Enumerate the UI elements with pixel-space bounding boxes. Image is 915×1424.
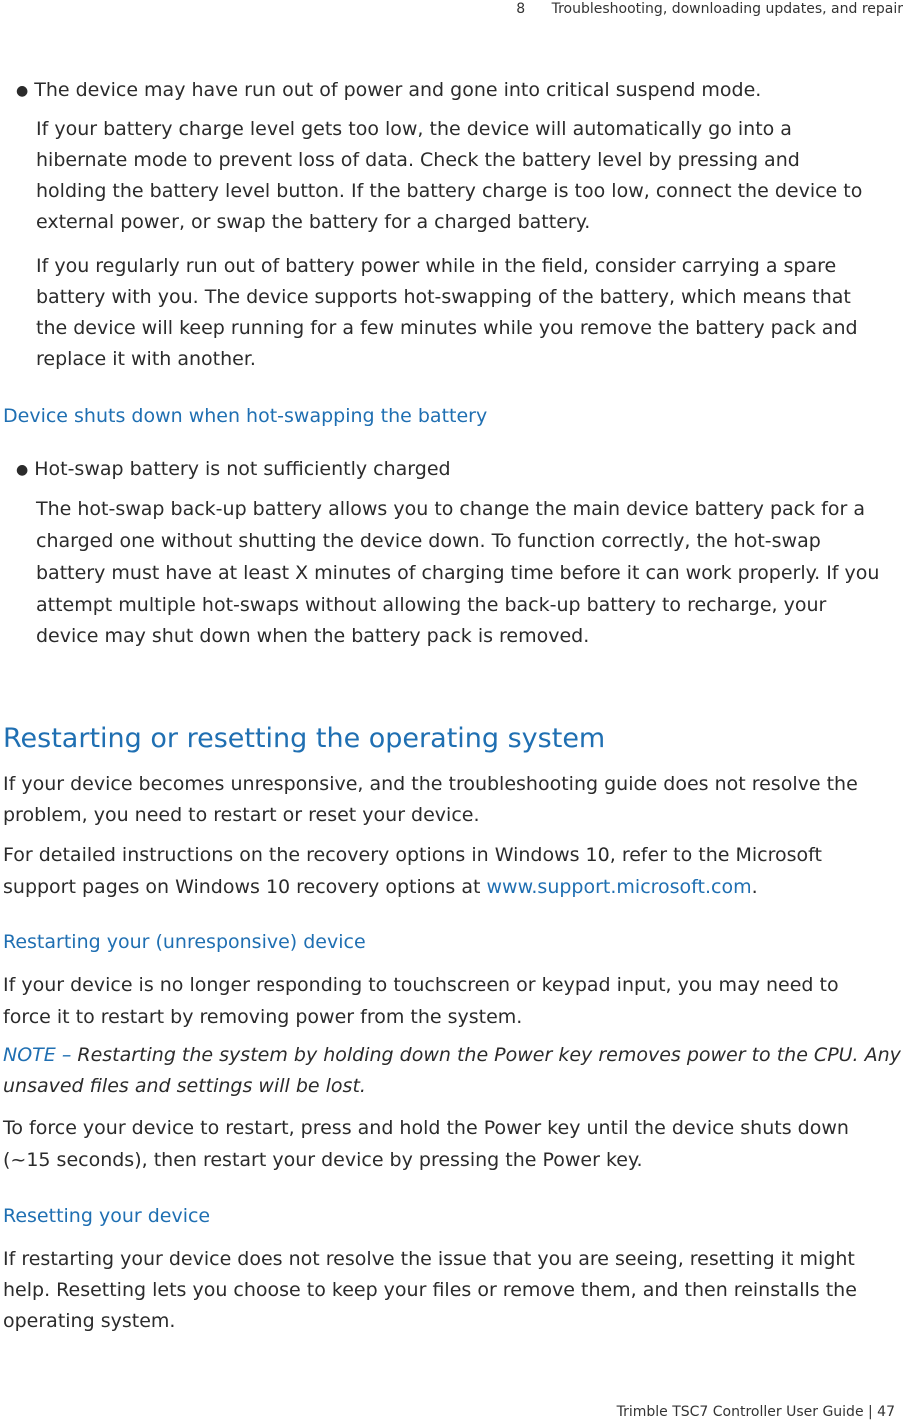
microsoft-support-link[interactable]: www.support.microsoft.com bbox=[486, 876, 752, 898]
body-text-segment: . bbox=[751, 876, 758, 898]
body-text: For detailed instructions on the recovery options in Windows 10, refer to the Microsoft bbox=[3, 844, 822, 866]
section-heading: Device shuts down when hot-swapping the battery bbox=[3, 405, 488, 427]
chapter-heading: Restarting or resetting the operating system bbox=[3, 723, 606, 754]
body-text: force it to restart by removing power from the system. bbox=[3, 1006, 523, 1028]
note-text: unsaved files and settings will be lost. bbox=[3, 1075, 366, 1097]
section-heading: Restarting your (unresponsive) device bbox=[3, 931, 366, 953]
note-label: NOTE – bbox=[3, 1044, 72, 1066]
body-text: attempt multiple hot-swaps without allowing the back-up battery to recharge, your bbox=[36, 594, 827, 616]
bullet-item bbox=[16, 454, 451, 487]
body-text bbox=[3, 872, 758, 903]
body-text: hibernate mode to prevent loss of data. Check the battery level by pressing and bbox=[36, 149, 800, 171]
body-text: problem, you need to restart or reset your device. bbox=[3, 804, 480, 826]
bullet-icon: ● bbox=[16, 83, 29, 99]
body-text: device may shut down when the battery pack is removed. bbox=[36, 625, 590, 647]
bullet-text: Hot-swap battery is not sufficiently charged bbox=[34, 458, 451, 480]
body-text: If your device becomes unresponsive, and the troubleshooting guide does not resolve the bbox=[3, 773, 858, 795]
body-text: help. Resetting lets you choose to keep your files or remove them, and then reinstalls the bbox=[3, 1279, 857, 1301]
bullet-text: The device may have run out of power and gone into critical suspend mode. bbox=[34, 79, 762, 101]
body-text: holding the battery level button. If the battery charge is too low, connect the device to bbox=[36, 180, 863, 202]
note-text bbox=[3, 1040, 901, 1071]
body-text: battery must have at least X minutes of charging time before it can work properly. If you bbox=[36, 562, 880, 584]
body-text: external power, or swap the battery for a charged battery. bbox=[36, 211, 591, 233]
body-text: If restarting your device does not resolve the issue that you are seeing, resetting it might bbox=[3, 1248, 855, 1270]
body-text: To force your device to restart, press and hold the Power key until the device shuts down bbox=[3, 1117, 849, 1139]
body-text: the device will keep running for a few minutes while you remove the battery pack and bbox=[36, 317, 858, 339]
body-text: The hot-swap back-up battery allows you to change the main device battery pack for a bbox=[36, 498, 865, 520]
page-footer: Trimble TSC7 Controller User Guide | 47 bbox=[616, 1404, 895, 1420]
body-text-segment: support pages on Windows 10 recovery options at bbox=[3, 876, 487, 898]
bullet-item bbox=[16, 75, 761, 108]
body-text: replace it with another. bbox=[36, 348, 256, 370]
body-text: battery with you. The device supports hot-swapping of the battery, which means that bbox=[36, 286, 851, 308]
header-chapter-title: Troubleshooting, downloading updates, and repair bbox=[551, 1, 903, 17]
bullet-icon: ● bbox=[16, 462, 29, 478]
page-header bbox=[516, 0, 903, 22]
section-heading: Resetting your device bbox=[3, 1205, 211, 1227]
body-text: If your device is no longer responding to touchscreen or keypad input, you may need to bbox=[3, 974, 839, 996]
note-body: Restarting the system by holding down the Power key removes power to the CPU. Any bbox=[71, 1044, 901, 1066]
body-text: (~15 seconds), then restart your device by pressing the Power key. bbox=[3, 1149, 643, 1171]
body-text: If you regularly run out of battery power while in the field, consider carrying a spare bbox=[36, 255, 837, 277]
body-text: If your battery charge level gets too low, the device will automatically go into a bbox=[36, 118, 792, 140]
body-text: charged one without shutting the device down. To function correctly, the hot-swap bbox=[36, 530, 821, 552]
header-page-number: 8 bbox=[516, 1, 526, 17]
body-text: operating system. bbox=[3, 1310, 176, 1332]
